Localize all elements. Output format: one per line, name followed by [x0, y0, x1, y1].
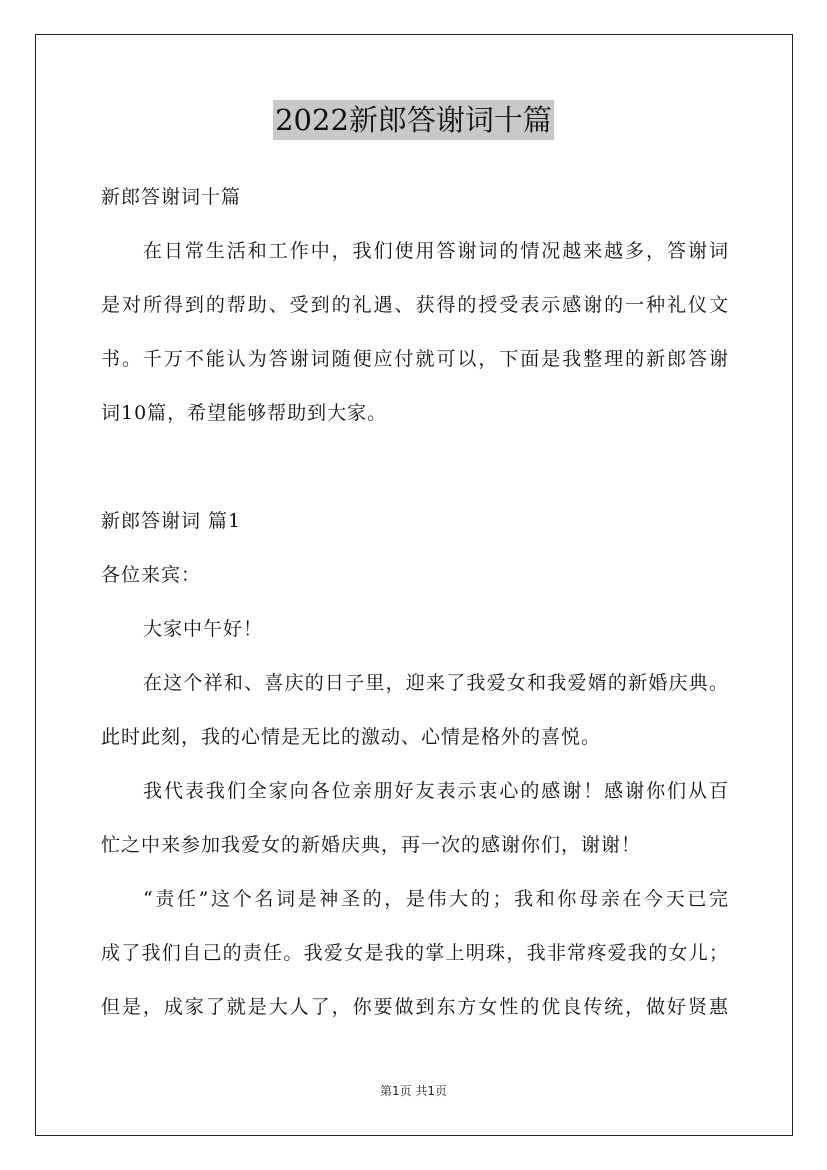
text-line: 新郎答谢词 篇1 [101, 510, 242, 532]
text-line: 大家中午好！ [143, 618, 264, 640]
text-line: 在日常生活和工作中，我们使用答谢词的情况越来越多，答谢词 [143, 240, 729, 262]
text-line: “责任”这个名词是神圣的，是伟大的；我和你母亲在今天已完 [143, 888, 729, 910]
text-line: 是对所得到的帮助、受到的礼遇、获得的授受表示感谢的一种礼仪文 [101, 294, 729, 316]
text-line: 新郎答谢词十篇 [101, 186, 242, 208]
document-title: 2022新郎答谢词十篇 [273, 100, 554, 140]
text-line: 书。千万不能认为答谢词随便应付就可以，下面是我整理的新郎答谢 [101, 348, 729, 370]
text-line: 但是，成家了就是大人了，你要做到东方女性的优良传统，做好贤惠 [101, 996, 729, 1018]
blank-line [101, 440, 729, 494]
text-line: 词10篇，希望能够帮助到大家。 [101, 402, 388, 424]
text-line: 此时此刻，我的心情是无比的激动、心情是格外的喜悦。 [101, 726, 602, 748]
text-line: 成了我们自己的责任。我爱女是我的掌上明珠，我非常疼爱我的女儿； [101, 942, 729, 964]
text-line: 我代表我们全家向各位亲朋好友表示衷心的感谢！感谢你们从百 [143, 780, 729, 802]
text-line: 各位来宾： [101, 564, 202, 586]
title-container [0, 100, 827, 140]
document-body [101, 170, 729, 1034]
page-footer: 第1页 共1页 [379, 1084, 448, 1098]
text-line: 在这个祥和、喜庆的日子里，迎来了我爱女和我爱婿的新婚庆典。 [143, 672, 729, 694]
text-line: 忙之中来参加我爱女的新婚庆典，再一次的感谢你们，谢谢！ [101, 834, 642, 856]
